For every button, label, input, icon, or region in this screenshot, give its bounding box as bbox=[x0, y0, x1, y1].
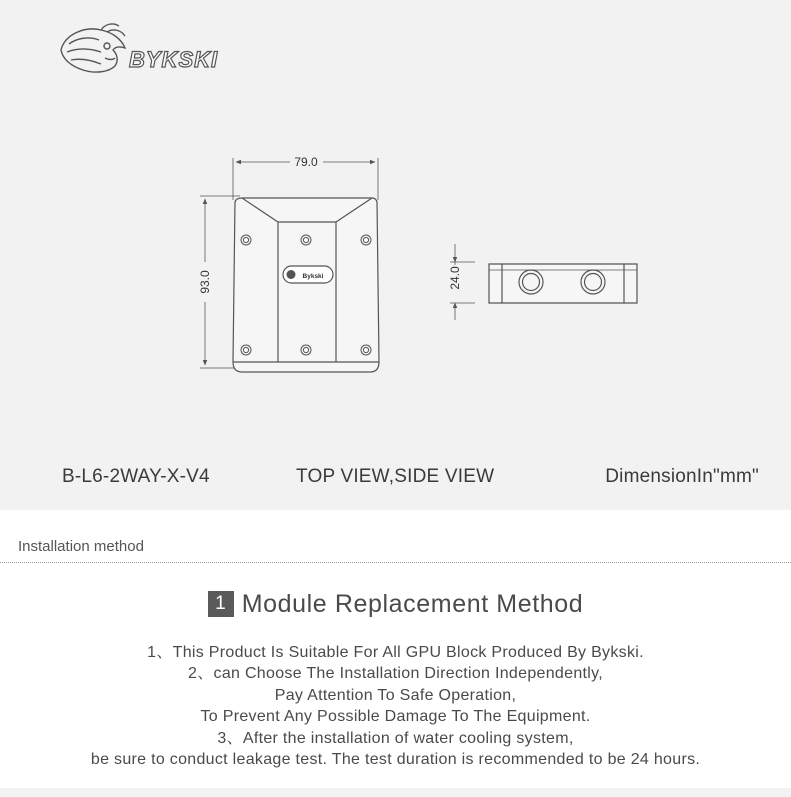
instruction-line: 2、can Choose The Installation Direction Independently, bbox=[188, 665, 603, 683]
bottom-band bbox=[0, 788, 791, 797]
instruction-line: To Prevent Any Possible Damage To The Equipment. bbox=[200, 708, 591, 726]
section-title-text: Module Replacement Method bbox=[241, 590, 584, 618]
divider bbox=[0, 562, 791, 563]
badge-text: Bykski bbox=[302, 273, 324, 280]
side-height-label: 24.0 bbox=[448, 266, 462, 290]
brand-wordmark: BYKSKI bbox=[129, 47, 219, 72]
installation-heading: Installation method bbox=[18, 538, 144, 555]
block-outline bbox=[233, 198, 379, 372]
instruction-line: be sure to conduct leakage test. The test duration is recommended to be 24 hours. bbox=[90, 751, 701, 769]
width-dimension-label: 79.0 bbox=[294, 155, 318, 169]
top-view bbox=[200, 158, 379, 372]
instruction-line: 3、After the installation of water cooling system, bbox=[217, 729, 574, 747]
step-number-badge: 1 bbox=[208, 591, 234, 617]
section-title bbox=[0, 590, 791, 619]
instruction-line: 1、This Product Is Suitable For All GPU Block Produced By Bykski. bbox=[147, 644, 644, 661]
model-code: B-L6-2WAY-X-V4 bbox=[62, 466, 210, 487]
height-dimension-label: 93.0 bbox=[198, 270, 212, 294]
units-label: DimensionIn"mm" bbox=[605, 466, 759, 487]
side-view bbox=[450, 244, 637, 320]
instruction-line: Pay Attention To Safe Operation, bbox=[274, 686, 517, 704]
views-label: TOP VIEW,SIDE VIEW bbox=[296, 466, 495, 487]
instructions bbox=[0, 642, 791, 770]
